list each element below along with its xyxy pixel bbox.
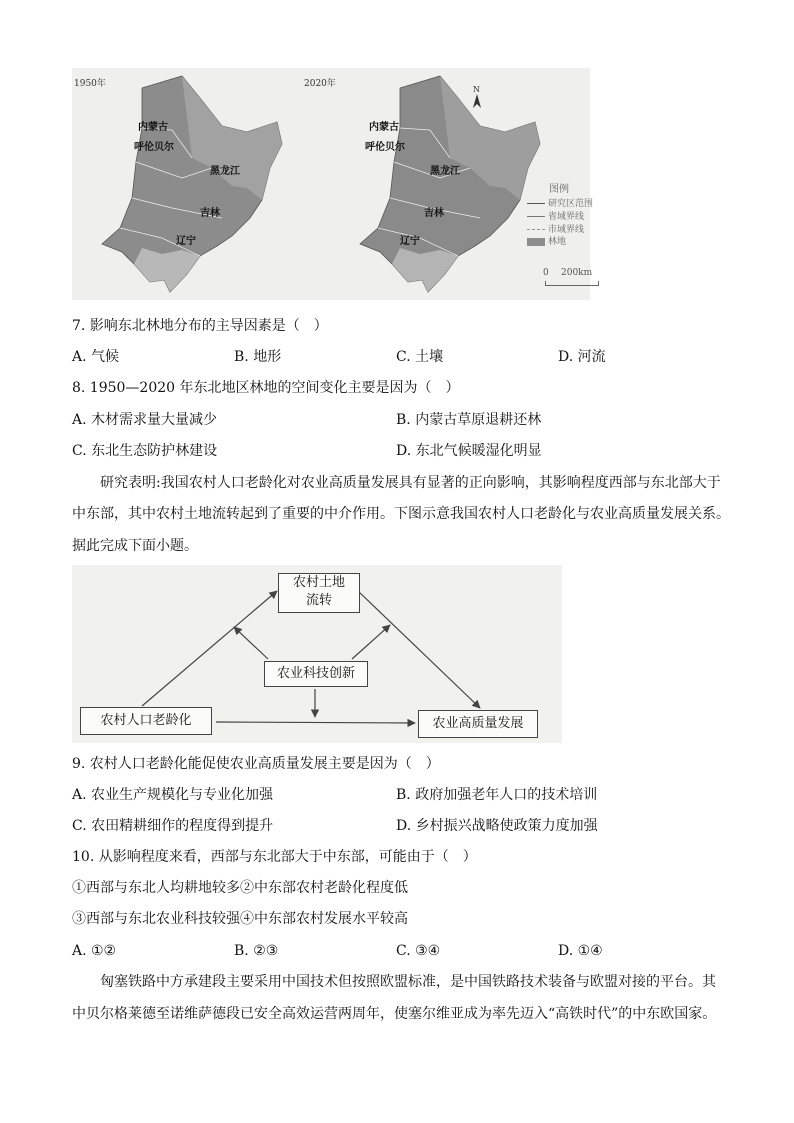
north-label: N — [473, 85, 480, 94]
q7-option-d[interactable]: D. 河流 — [558, 349, 606, 365]
box-tech-innovation: 农业科技创新 — [264, 661, 368, 687]
q7-stem: 7. 影响东北林地分布的主导因素是（ ） — [72, 318, 328, 334]
q8-option-a[interactable]: A. 木材需求量大量减少 — [72, 412, 218, 428]
legend-item-province: 省域界线 — [527, 209, 584, 222]
map-legend — [527, 180, 617, 290]
q10-stem: 10. 从影响程度来看，西部与东北部大于中东部，可能由于（ ） — [72, 849, 477, 865]
label-liaoning-right: 辽宁 — [400, 236, 420, 247]
box-land-transfer: 农村土地 流转 — [278, 573, 360, 613]
legend-item-study-area: 研究区范围 — [527, 196, 593, 209]
map-2020 — [360, 76, 540, 292]
label-jilin-left: 吉林 — [200, 208, 220, 219]
maps-svg — [72, 68, 593, 300]
q10-statements-line2: ③西部与东北农业科技较强④中东部农村发展水平较高 — [72, 911, 408, 927]
map-1950-year: 1950年 — [74, 79, 106, 89]
label-liaoning-left: 辽宁 — [176, 236, 196, 247]
label-jilin-right: 吉林 — [424, 208, 444, 219]
q8-option-d[interactable]: D. 东北气候暖湿化明显 — [396, 443, 542, 459]
passage1-line3: 据此完成下面小题。 — [72, 538, 198, 554]
q7-option-c[interactable]: C. 土壤 — [396, 349, 444, 365]
q10-option-c[interactable]: C. ③④ — [396, 943, 441, 959]
legend-item-forest: 林地 — [527, 234, 566, 247]
label-neimenggu-left: 内蒙古 — [138, 122, 168, 133]
box-high-quality-development: 农业高质量发展 — [418, 710, 538, 738]
legend-title: 图例 — [549, 184, 569, 195]
legend-item-city: 市域界线 — [527, 222, 584, 235]
label-heilongjiang-right: 黑龙江 — [430, 166, 460, 177]
north-arrow-icon — [473, 94, 481, 108]
label-neimenggu-right: 内蒙古 — [369, 122, 399, 133]
q9-stem: 9. 农村人口老龄化能促使农业高质量发展主要是因为（ ） — [72, 756, 440, 772]
q8-option-c[interactable]: C. 东北生态防护林建设 — [72, 443, 218, 459]
q8-stem: 8. 1950—2020 年东北地区林地的空间变化主要是因为（ ） — [72, 380, 460, 396]
northeast-forest-maps — [72, 68, 593, 300]
label-heilongjiang-left: 黑龙江 — [210, 166, 240, 177]
passage2-line2: 中贝尔格莱德至诺维萨德段已安全高效运营两周年，使塞尔维亚成为率先迈入“高铁时代”的中东欧国家。 — [72, 1006, 717, 1022]
q10-option-b[interactable]: B. ②③ — [234, 943, 279, 959]
q9-option-a[interactable]: A. 农业生产规模化与专业化加强 — [72, 787, 274, 803]
passage2-line1: 匈塞铁路中方承建段主要采用中国技术但按照欧盟标准，是中国铁路技术装备与欧盟对接的平台。其 — [100, 974, 716, 990]
q7-option-a[interactable]: A. 气候 — [72, 349, 120, 365]
box-rural-aging: 农村人口老龄化 — [80, 707, 212, 735]
q9-option-d[interactable]: D. 乡村振兴战略使政策力度加强 — [396, 818, 598, 834]
scale-bar — [545, 281, 599, 286]
q9-option-b[interactable]: B. 政府加强老年人口的技术培训 — [396, 787, 598, 803]
aging-agriculture-diagram — [72, 565, 562, 743]
label-hulunbeier-right: 呼伦贝尔 — [365, 142, 405, 153]
q10-option-a[interactable]: A. ①② — [72, 943, 117, 959]
q7-option-b[interactable]: B. 地形 — [234, 349, 282, 365]
q10-option-d[interactable]: D. ①④ — [558, 943, 603, 959]
scale-length: 200km — [561, 268, 593, 278]
q10-statements-line1: ①西部与东北人均耕地较多②中东部农村老龄化程度低 — [72, 880, 408, 896]
passage1-line1: 研究表明:我国农村人口老龄化对农业高质量发展具有显著的正向影响，其影响程度西部与东北部大于 — [100, 475, 721, 491]
passage1-line2: 中东部，其中农村土地流转起到了重要的中介作用。下图示意我国农村人口老龄化与农业高质量发展关系。 — [72, 506, 730, 522]
label-hulunbeier-left: 呼伦贝尔 — [134, 142, 174, 153]
scale-zero: 0 — [543, 268, 549, 278]
map-2020-year: 2020年 — [304, 79, 336, 89]
q9-option-c[interactable]: C. 农田精耕细作的程度得到提升 — [72, 818, 274, 834]
q8-option-b[interactable]: B. 内蒙古草原退耕还林 — [396, 412, 542, 428]
map-1950 — [102, 76, 282, 292]
